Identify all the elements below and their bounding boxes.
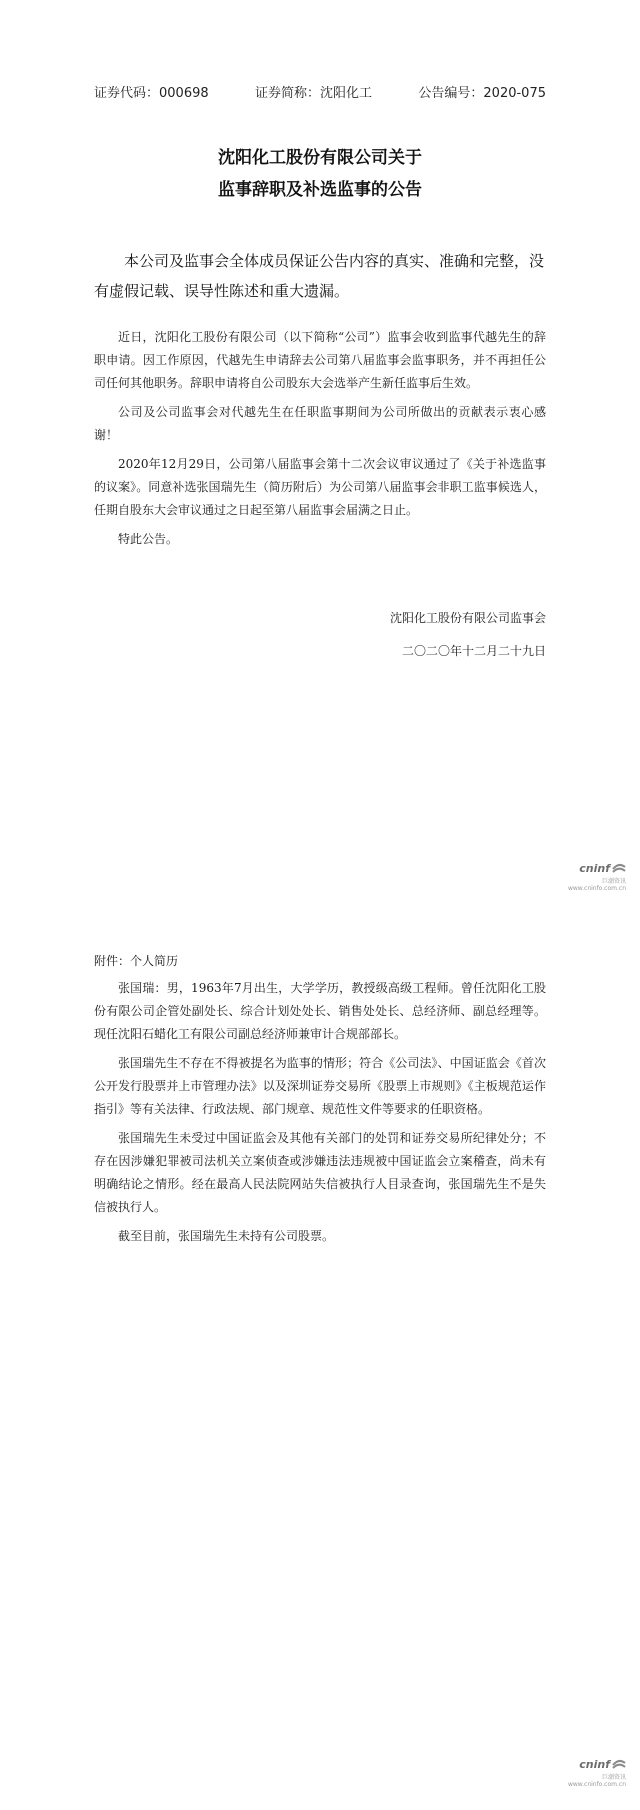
notice-title — [0, 142, 640, 206]
board-declaration: 本公司及监事会全体成员保证公告内容的真实、准确和完整，没有虚假记载、误导性陈述和重大遗漏。 — [94, 252, 545, 300]
cninf-watermark — [556, 1758, 626, 1788]
resume-paragraph: 张国瑞先生不存在不得被提名为监事的情形；符合《公司法》、中国证监会《首次公开发行股票并上市管理办法》以及深圳证券交易所《股票上市规则》《主板规范运作指引》等有关法律、行政法规、部门规章、规范性文件等要求的任职资格。 — [94, 1056, 546, 1116]
cninf-swirl-icon — [612, 863, 626, 875]
body-paragraph: 公司及公司监事会对代越先生在任职监事期间为公司所做出的贡献表示衷心感谢！ — [94, 405, 546, 442]
security-code: 证券代码：000698 — [94, 86, 209, 101]
body-paragraph: 2020年12月29日，公司第八届监事会第十二次会议审议通过了《关于补选监事的议案》。同意补选张国瑞先生（简历附后）为公司第八届监事会非职工监事候选人，任期自股东大会审议通过之日起至第八届监事会届满之日止。 — [94, 457, 546, 517]
resume-paragraph: 张国瑞：男，1963年7月出生，大学学历，教授级高级工程师。曾任沈阳化工股份有限公司企管处副处长、综合计划处处长、销售处处长、总经济师、副总经理等。现任沈阳石蜡化工有限公司副总经济师兼审计合规部部长。 — [94, 981, 546, 1041]
security-short-name: 证券简称：沈阳化工 — [255, 86, 373, 101]
attachment-section — [94, 950, 546, 1254]
notice-header — [94, 82, 546, 101]
page-two — [0, 905, 640, 1810]
notice-number: 公告编号：2020-075 — [418, 86, 546, 101]
cninf-watermark — [556, 862, 626, 892]
signature-date: 二〇二〇年十二月二十九日 — [401, 644, 546, 658]
watermark-url: www.cninfo.com.cn — [567, 885, 626, 892]
notice-body — [94, 326, 546, 557]
watermark-sub: 巨潮资讯 — [601, 1774, 626, 1781]
resume-paragraph: 张国瑞先生未受过中国证监会及其他有关部门的处罚和证券交易所纪律处分；不存在因涉嫌犯罪被司法机关立案侦查或涉嫌违法违规被中国证监会立案稽查，尚未有明确结论之情形。经在最高人民法院网站失信被执行人目录查询，张国瑞先生不是失信被执行人。 — [94, 1131, 546, 1214]
cninf-swirl-icon — [612, 1759, 626, 1771]
title-line-1: 沈阳化工股份有限公司关于 — [218, 148, 422, 168]
watermark-word: cninf — [579, 1758, 610, 1771]
signature-org: 沈阳化工股份有限公司监事会 — [389, 611, 546, 625]
watermark-sub: 巨潮资讯 — [601, 878, 626, 885]
signature-block — [300, 602, 546, 668]
resume-paragraph: 截至目前，张国瑞先生未持有公司股票。 — [118, 1229, 335, 1243]
watermark-url: www.cninfo.com.cn — [567, 1781, 626, 1788]
attachment-label: 附件：个人简历 — [94, 954, 179, 968]
watermark-word: cninf — [579, 862, 610, 875]
body-paragraph: 特此公告。 — [118, 532, 179, 546]
title-line-2: 监事辞职及补选监事的公告 — [218, 180, 422, 200]
body-paragraph: 近日，沈阳化工股份有限公司（以下简称“公司”）监事会收到监事代越先生的辞职申请。因工作原因，代越先生申请辞去公司第八届监事会监事职务，并不再担任公司任何其他职务。辞职申请将自公司股东大会选举产生新任监事后生效。 — [94, 330, 546, 390]
